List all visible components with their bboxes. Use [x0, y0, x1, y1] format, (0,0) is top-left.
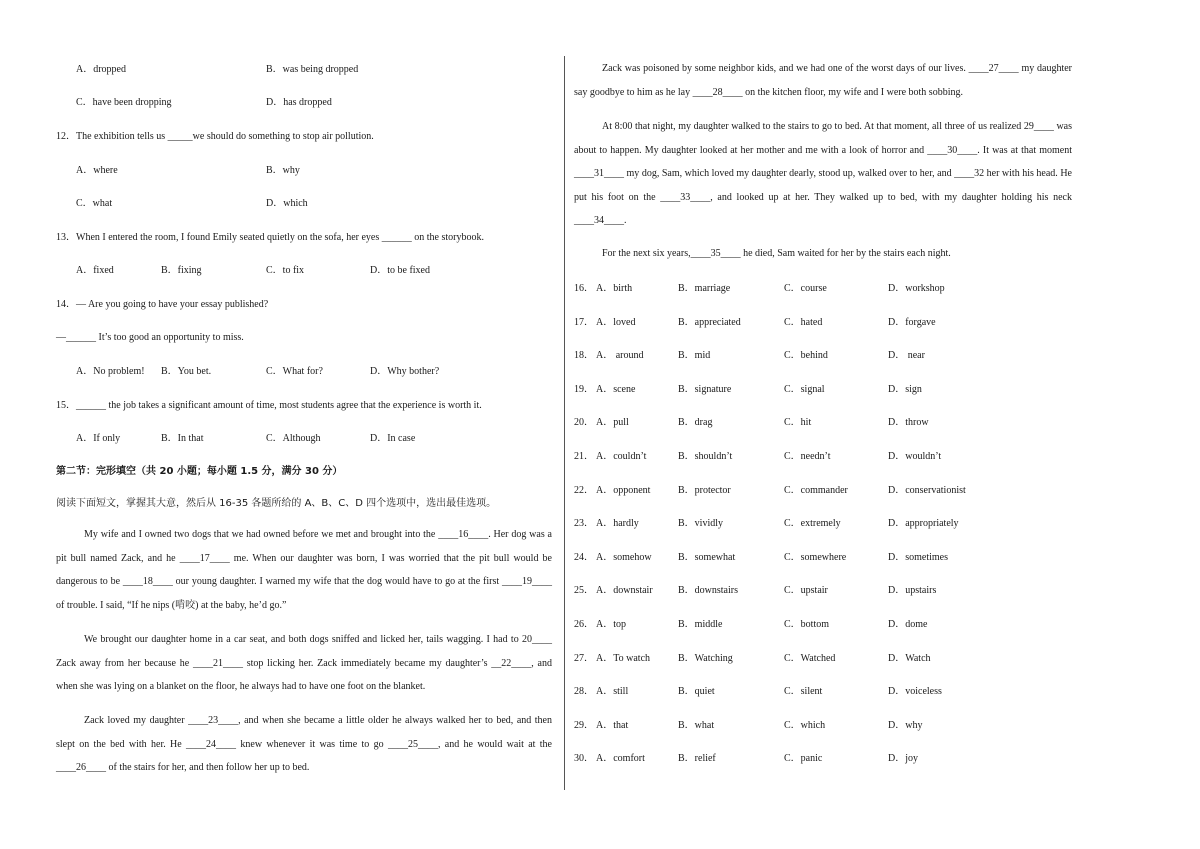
- passage-paragraph-2: We brought our daughter home in a car seat, and both dogs sniffed and licked her, tails wagging. I had to 20____ Zack away from her because he ____21____ stop licking her. Zack immediately became my daughter’s __22____, and when she was lying on a blanket on the floor, he always had to have one foot on the blanket.: [56, 634, 552, 692]
- cloze-option-d: D．conservationist: [888, 484, 966, 496]
- cloze-option-d: D．sign: [888, 383, 922, 395]
- cloze-option-c: C．which: [784, 719, 826, 731]
- q15-stem: 15．______ the job takes a significant amount of time, most students agree that the experience is worth it.: [56, 400, 482, 411]
- cloze-option-b: B．drag: [678, 417, 713, 429]
- passage-paragraph-4: Zack was poisoned by some neighbor kids, and we had one of the worst days of our lives. ____27____ my daughter say goodbye to him as he lay ____28____ on the kitchen floor, my wife and I were both sobbing.: [574, 63, 1072, 98]
- cloze-option-b: B．protector: [678, 484, 731, 496]
- q12-option-a: A．where: [76, 165, 118, 176]
- q11-option-c: C．have been dropping: [76, 97, 172, 108]
- cloze-option-d: D．why: [888, 719, 923, 731]
- q14-option-c: C．What for?: [266, 366, 323, 377]
- q14-option-b: B．You bet.: [161, 366, 212, 377]
- cloze-option-c: C．upstair: [784, 585, 828, 597]
- cloze-option-d: D．throw: [888, 417, 929, 429]
- cloze-option-a: A．comfort: [596, 753, 645, 765]
- cloze-option-c: C．somewhere: [784, 551, 847, 563]
- cloze-option-d: D． near: [888, 350, 925, 362]
- cloze-question-number: 18．: [574, 350, 594, 362]
- cloze-option-a: A．To watch: [596, 652, 651, 664]
- cloze-option-c: C．extremely: [784, 518, 841, 530]
- q11-option-a: A．dropped: [76, 64, 126, 75]
- cloze-question-number: 23．: [574, 518, 594, 530]
- q14-option-d: D．Why bother?: [370, 366, 440, 377]
- cloze-option-b: B．what: [678, 719, 715, 731]
- cloze-option-a: A．hardly: [596, 518, 639, 530]
- column-divider: [564, 56, 565, 790]
- q15-option-b: B．In that: [161, 433, 204, 444]
- cloze-option-a: A．downstair: [596, 585, 653, 597]
- passage-paragraph-6: For the next six years,____35____ he died, Sam waited for her by the stairs each night.: [602, 248, 951, 259]
- cloze-question-number: 21．: [574, 451, 594, 462]
- q14-stem-reply: —______ It’s too good an opportunity to miss.: [56, 332, 244, 343]
- cloze-option-d: D．upstairs: [888, 585, 937, 597]
- cloze-option-c: C．behind: [784, 350, 828, 362]
- cloze-option-b: B．signature: [678, 383, 732, 395]
- cloze-option-c: C．signal: [784, 383, 825, 395]
- cloze-option-a: A．pull: [596, 417, 629, 429]
- q12-stem: 12．The exhibition tells us _____we should do something to stop air pollution.: [56, 131, 374, 142]
- cloze-option-b: B．relief: [678, 753, 716, 765]
- q13-option-c: C．to fix: [266, 265, 305, 276]
- cloze-option-a: A． around: [596, 350, 644, 362]
- q15-option-d: D．In case: [370, 433, 416, 444]
- cloze-option-c: C．hit: [784, 417, 812, 429]
- cloze-question-number: 24．: [574, 551, 594, 563]
- q14-option-a: A．No problem!: [76, 366, 145, 377]
- cloze-option-a: A．scene: [596, 383, 636, 395]
- cloze-option-b: B．shouldn’t: [678, 451, 733, 462]
- cloze-option-a: A．top: [596, 619, 626, 630]
- cloze-option-c: C．bottom: [784, 619, 830, 630]
- cloze-option-a: A．that: [596, 719, 629, 731]
- cloze-option-c: C．hated: [784, 316, 823, 328]
- cloze-option-b: B．Watching: [678, 652, 733, 664]
- q12-option-c: C．what: [76, 198, 113, 209]
- cloze-option-d: D．voiceless: [888, 686, 942, 698]
- q11-option-d: D．has dropped: [266, 97, 332, 108]
- passage-paragraph-3: Zack loved my daughter ____23____, and when she became a little older he always walked her to bed, and then slept on the bed with her. He ____24____ knew whenever it was time to go ____25____, and he would wait at the ____26____ of the stairs for her, and then follow her up to bed.: [56, 715, 552, 773]
- q13-option-d: D．to be fixed: [370, 265, 430, 276]
- section-title: 第二节：完形填空（共 20 小题；每小题 1.5 分，满分 30 分）: [56, 466, 343, 477]
- cloze-option-b: B．vividly: [678, 518, 724, 530]
- q12-option-d: D．which: [266, 198, 308, 209]
- cloze-option-a: A．loved: [596, 316, 636, 328]
- cloze-question-number: 26．: [574, 619, 594, 630]
- passage-paragraph-1: My wife and I owned two dogs that we had owned before we met and brought into the ____16____. Her dog was a pit bull named Zack, and he ____17____ me. When our daughter was born, I was worried that the pit bull would be dangerous to be ____18____ our young daughter. I warned my wife that the dog would have to go at the first ____19____ of trouble. I said, “If he nips (啃咬) at the baby, he’d go.”: [56, 529, 552, 611]
- cloze-option-c: C．silent: [784, 686, 823, 698]
- cloze-option-c: C．needn’t: [784, 451, 831, 462]
- cloze-option-d: D．appropriately: [888, 518, 959, 530]
- cloze-option-a: A．birth: [596, 283, 633, 294]
- cloze-option-c: C．Watched: [784, 652, 836, 664]
- cloze-option-b: B．mid: [678, 350, 711, 362]
- q13-option-b: B．fixing: [161, 265, 202, 276]
- q15-option-c: C．Although: [266, 433, 321, 444]
- cloze-option-d: D．joy: [888, 753, 918, 765]
- cloze-option-d: D．wouldn’t: [888, 451, 942, 462]
- cloze-question-number: 20．: [574, 417, 594, 429]
- q14-stem: 14．— Are you going to have your essay published?: [56, 299, 269, 310]
- cloze-question-number: 16．: [574, 283, 594, 294]
- cloze-option-b: B．somewhat: [678, 551, 736, 563]
- section-instruction: 阅读下面短文，掌握其大意，然后从 16-35 各题所给的 A、B、C、D 四个选项中，选出最佳选项。: [56, 498, 497, 509]
- passage-paragraph-5: At 8:00 that night, my daughter walked to the stairs to go to bed. At that moment, all three of us realized 29____ was about to happen. My daughter looked at her mother and me with a look of horror and ____30____. It was at that moment ____31____ my dog, Sam, which loved my daughter dearly, stood up, walked over to her, and ____32 her with his head. He put his foot on the ____33____, and looked up at her. They walked up to bed, with my daughter holding his neck ____34____.: [574, 121, 1072, 226]
- cloze-option-d: D．workshop: [888, 283, 945, 294]
- q11-option-b: B．was being dropped: [266, 64, 359, 75]
- cloze-option-a: A．couldn’t: [596, 451, 647, 462]
- cloze-question-number: 27．: [574, 652, 594, 664]
- cloze-option-b: B．middle: [678, 619, 723, 630]
- cloze-question-number: 25．: [574, 585, 594, 597]
- cloze-option-c: C．course: [784, 283, 827, 294]
- cloze-question-number: 28．: [574, 686, 594, 698]
- q15-option-a: A．If only: [76, 433, 121, 444]
- cloze-question-number: 19．: [574, 383, 594, 395]
- q13-stem: 13．When I entered the room, I found Emily seated quietly on the sofa, her eyes ______ on the storybook.: [56, 232, 484, 243]
- cloze-option-a: A．still: [596, 686, 629, 698]
- cloze-option-d: D．dome: [888, 619, 928, 630]
- cloze-question-number: 29．: [574, 719, 594, 731]
- cloze-option-b: B．quiet: [678, 686, 715, 698]
- cloze-option-a: A．opponent: [596, 484, 651, 496]
- cloze-option-c: C．commander: [784, 484, 848, 496]
- cloze-question-number: 22．: [574, 484, 594, 496]
- cloze-option-a: A．somehow: [596, 551, 652, 563]
- cloze-option-d: D．Watch: [888, 652, 931, 664]
- q12-option-b: B．why: [266, 165, 300, 176]
- cloze-option-b: B．downstairs: [678, 585, 738, 597]
- cloze-option-d: D．forgave: [888, 316, 936, 328]
- cloze-question-number: 30．: [574, 753, 594, 765]
- cloze-option-b: B．appreciated: [678, 316, 741, 328]
- cloze-option-c: C．panic: [784, 753, 823, 765]
- q13-option-a: A．fixed: [76, 265, 114, 276]
- cloze-option-d: D．sometimes: [888, 551, 948, 563]
- cloze-option-b: B．marriage: [678, 283, 731, 294]
- cloze-question-number: 17．: [574, 316, 594, 328]
